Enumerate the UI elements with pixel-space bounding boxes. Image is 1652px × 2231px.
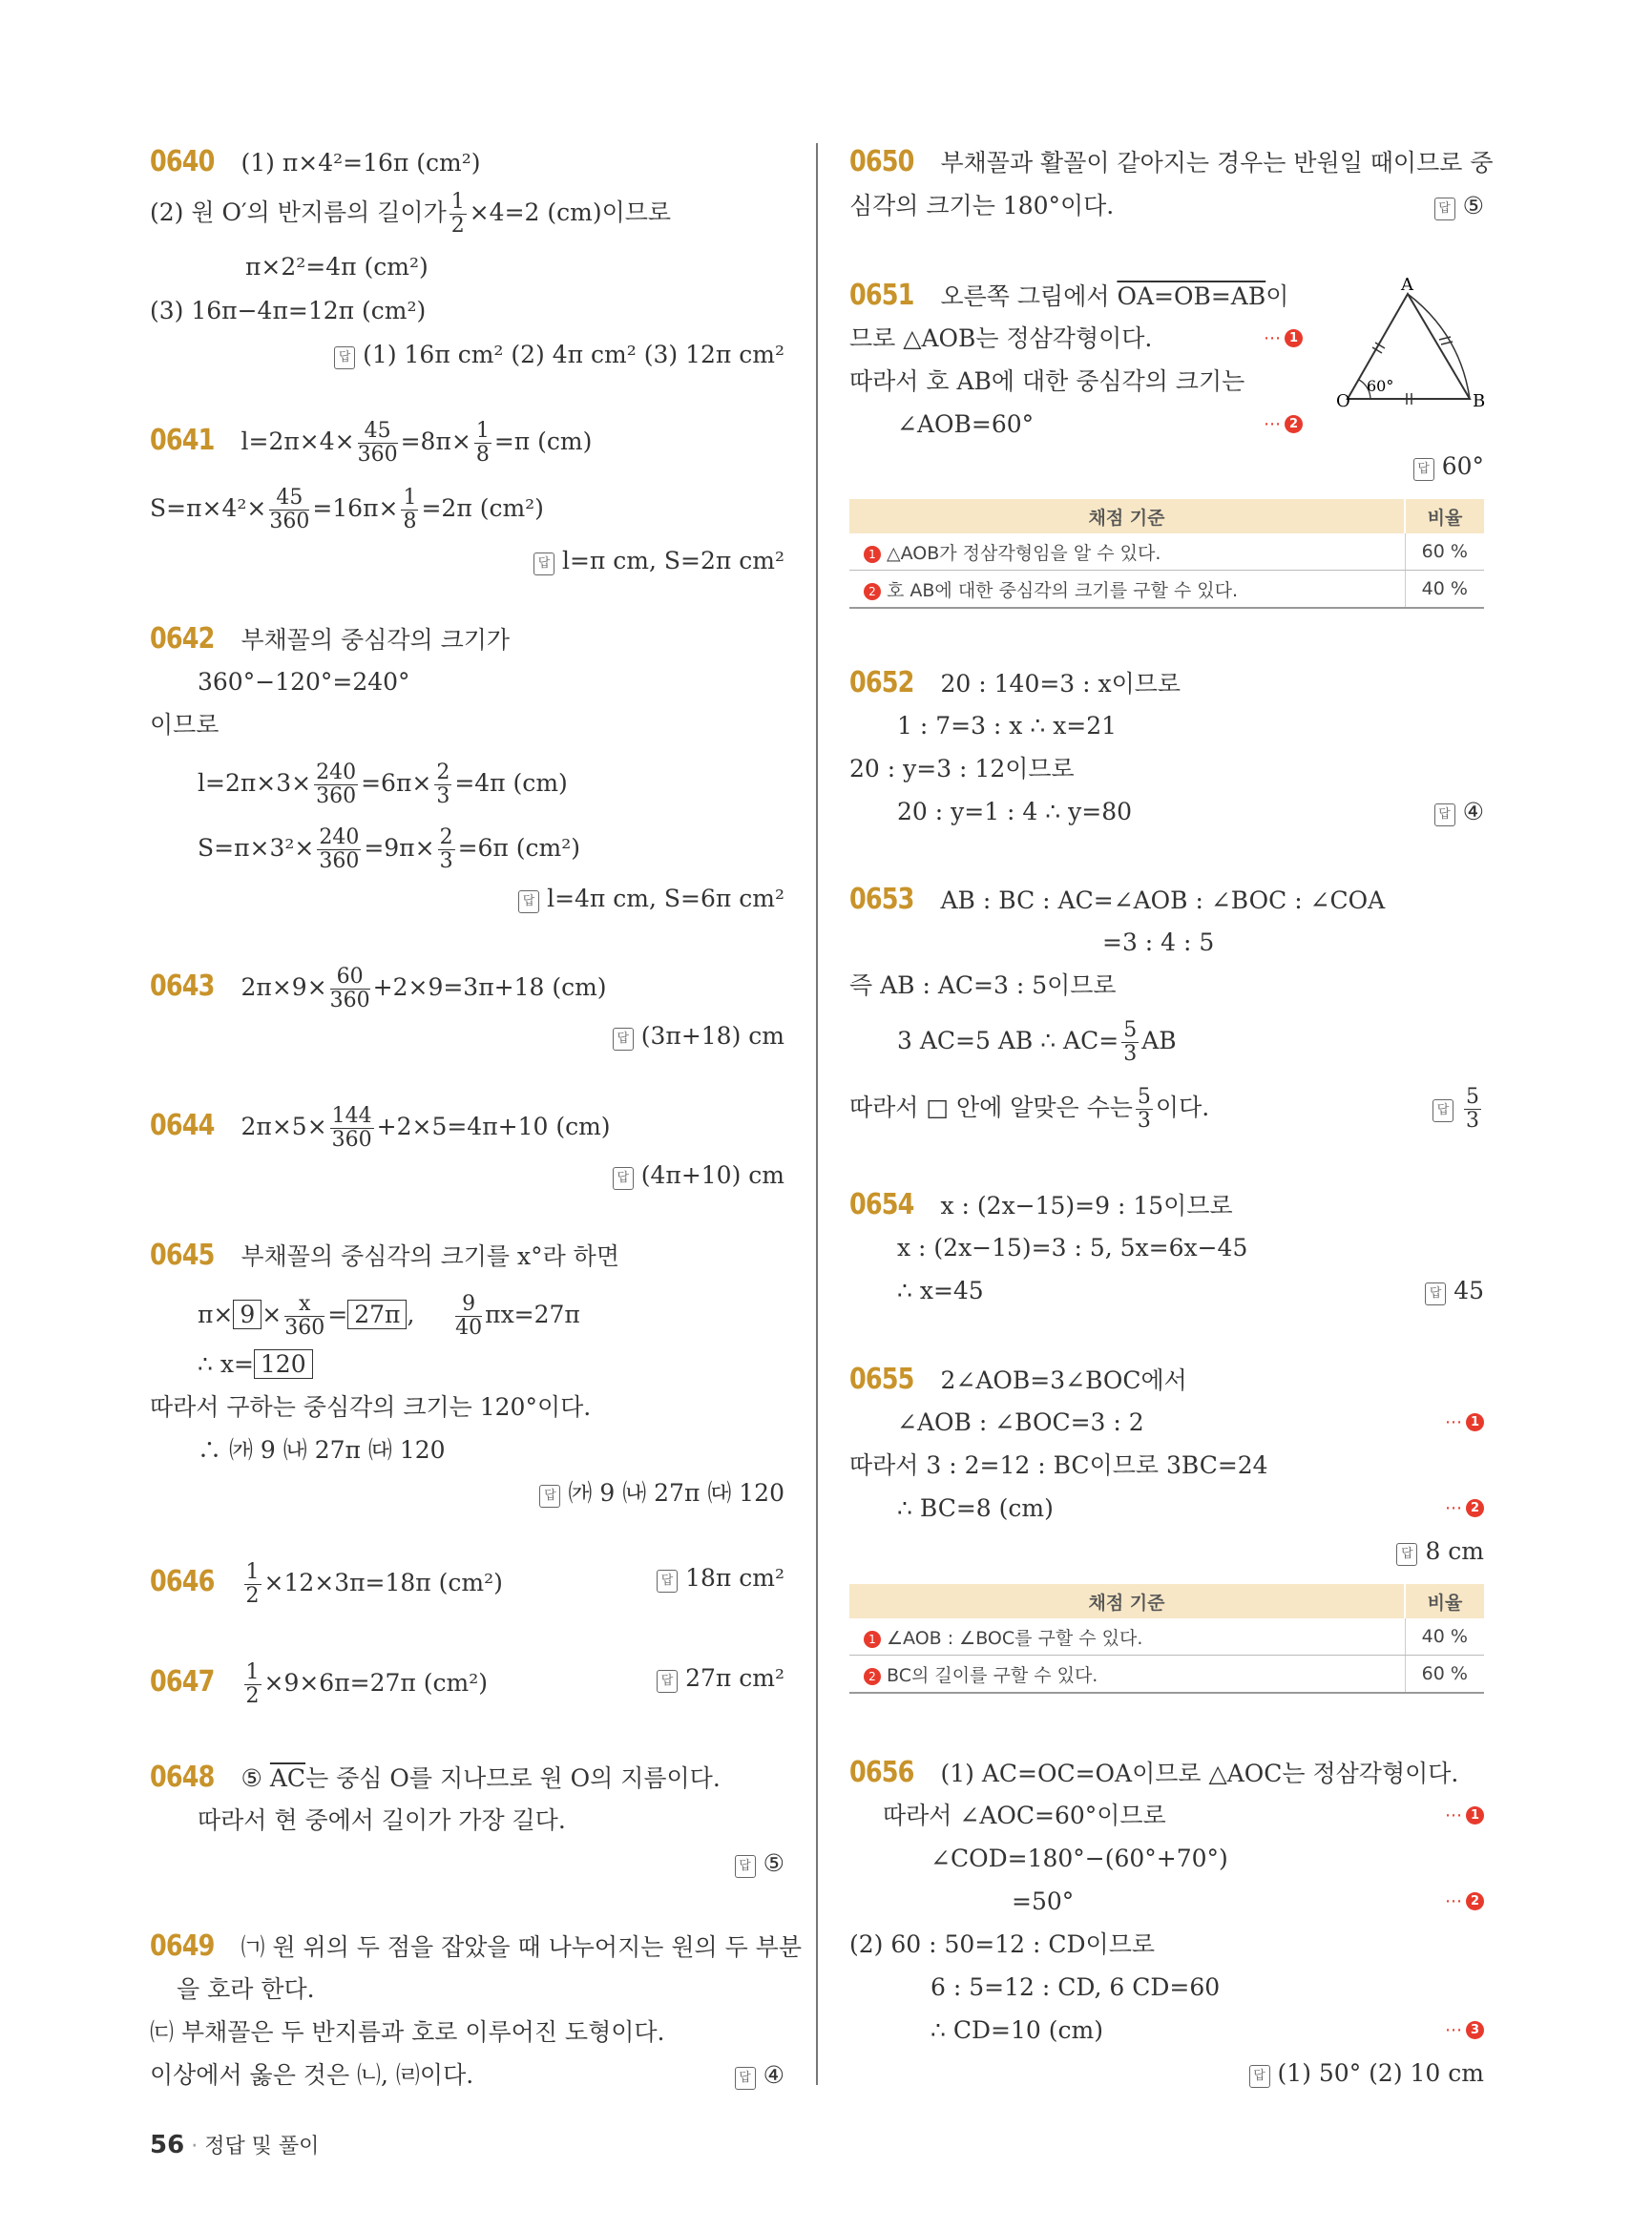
solution-line: ㈂ 부채꼴은 두 반지름과 호로 이루어진 도형이다. [150,2018,665,2046]
problem-0646: 0646 $\frac{1}{2}$ ×12×3π=18π (cm²) [150,1560,503,1608]
solution-line: (2) 원 O′의 반지름의 길이가 $\frac{1}{2}$ ×4=2 (cm)이므로 [150,190,672,238]
solution-line: 20 : y=3 : 12이므로 [849,755,1075,782]
answer: 답 18π cm² [150,1561,784,1595]
solution-line: π×2²=4π (cm²) [245,253,429,281]
problem-0644: 0644 2π×5× $\frac{144}{360}$ +2×5=4π+10 (cm) [150,1104,611,1152]
answer: 답 l=π cm, S=2π cm² [150,544,784,578]
solution-line: 이므로 [150,711,220,739]
problem-0651: 0651 오른쪽 그림에서 OA=OB=AB이 [849,279,1289,312]
problem-0649: 0649 ㈀ 원 위의 두 점을 잡았을 때 나누어지는 원의 두 부분 [150,1929,802,1963]
solution-line: 즉 AB : AC=3 : 5이므로 [849,971,1117,999]
answer: 답 ④ [849,795,1484,829]
solution-line: 을 호라 한다. [177,1975,315,2003]
answer: 답 ⑤ [849,189,1484,223]
page-footer: 56 · 정답 및 풀이 [150,2131,320,2159]
solution-line: =50° ⋯ 2 [849,1885,1484,1919]
solution-line: ∴ BC=8 (cm) ⋯ 2 [849,1491,1484,1526]
answer: 답 (1) 16π cm² (2) 4π cm² (3) 12π cm² [150,338,784,372]
answer: 답 60° [849,449,1484,484]
problem-0655: 0655 2∠AOB=3∠BOC에서 [849,1363,1187,1396]
footer-title: 정답 및 풀이 [204,2135,320,2158]
problem-0654: 0654 x : (2x−15)=9 : 15이므로 [849,1188,1233,1221]
problem-0642: 0642 부채꼴의 중심각의 크기가 [150,622,511,656]
solution-line: 1 : 7=3 : x ∴ x=21 [897,712,1118,740]
solution-line: 20 : y=1 : 4 ∴ y=80 [897,798,1133,825]
vertex-o-label: O [1336,391,1350,411]
problem-0653: 0653 AB : BC : AC=∠AOB : ∠BOC : ∠COA [849,883,1386,916]
solution-line: 므로 △AOB는 정삼각형이다. ⋯ 1 [849,322,1303,356]
solution-line: π× 9 × $\frac{x}{360}$ = 27π , $\frac{9}{40}$ πx=27π [198,1292,580,1340]
solution-line: 따라서 현 중에서 길이가 가장 길다. [198,1806,566,1834]
problem-0652: 0652 20 : 140=3 : x이므로 [849,666,1181,699]
solution-line: 따라서 3 : 2=12 : BC이므로 3BC=24 [849,1451,1268,1479]
answer: 답 (1) 50° (2) 10 cm [849,2056,1484,2091]
problem-0643: 0643 2π×9× $\frac{60}{360}$ +2×9=3π+18 (cm) [150,965,607,1012]
problem-0640: 0640 (1) π×4²=16π (cm²) [150,145,481,178]
grading-table-1: 채점 기준 비율 1 △AOB가 정삼각형임을 알 수 있다. 60 % 2 호 AB에 대한 중심각의 크기를 구할 수 있다. 40 % [849,499,1484,609]
problem-0641: 0641 l=2π×4× $\frac{45}{360}$ =8π× $\frac{1}{8}$ =π (cm) [150,419,593,467]
solution-line: (3) 16π−4π=12π (cm²) [150,297,427,324]
answer: 답 l=4π cm, S=6π cm² [150,882,784,916]
page-number: 56 [150,2131,185,2159]
triangle-figure [1336,277,1489,420]
answer: 답 ⑤ [150,1846,784,1881]
problem-number: 0640 [150,145,215,178]
solution-line: 3 AC=5 AB ∴ AC= $\frac{5}{3}$ AB [897,1018,1177,1066]
answer: 답 27π cm² [150,1661,784,1696]
angle-label: 60° [1367,377,1394,395]
solution-line: 이상에서 옳은 것은 ㈁, ㈃이다. [150,2061,474,2089]
solution-line: =3 : 4 : 5 [1102,928,1215,956]
solution-line: ∠AOB : ∠BOC=3 : 2 ⋯ 1 [849,1406,1484,1440]
solution-line: ∴ x=45 [897,1277,984,1304]
solution-line: S=π×4²× $\frac{45}{360}$ =16π× $\frac{1}{8}$ =2π (cm²) [150,486,544,533]
solution-line: S=π×3²× $\frac{240}{360}$ =9π× $\frac{2}{3}$ =6π (cm²) [198,825,581,873]
answer: 답 8 cm [849,1534,1484,1569]
problem-0647: 0647 $\frac{1}{2}$ ×9×6π=27π (cm²) [150,1660,489,1708]
answer: 답 ㈎ 9 ㈏ 27π ㈐ 120 [150,1476,784,1511]
solution-line: 따라서 호 AB에 대한 중심각의 크기는 [849,367,1245,395]
column-divider [816,143,818,2085]
solution-line: 360°−120°=240° [198,668,410,696]
solution-line: ∠COD=180°−(60°+70°) [931,1845,1228,1872]
answer: 답 ④ [150,2058,784,2093]
solution-line: (2) 60 : 50=12 : CD이므로 [849,1930,1155,1958]
solution-line: 심각의 크기는 180°이다. [849,192,1115,219]
vertex-b-label: B [1473,391,1486,411]
solution-line: ∴ ㈎ 9 ㈏ 27π ㈐ 120 [198,1436,446,1464]
problem-0650: 0650 부채꼴과 활꼴이 같아지는 경우는 반원일 때이므로 중 [849,145,1494,178]
answer: 답 (4π+10) cm [150,1158,784,1193]
solution-line: 6 : 5=12 : CD, 6 CD=60 [931,1973,1221,2001]
solution-line: ∠AOB=60° ⋯ 2 [849,407,1303,442]
solution-line: 따라서 구하는 중심각의 크기는 120°이다. [150,1393,592,1421]
solution-line: ∴ x= 120 [150,1347,784,1382]
problem-0656: 0656 (1) AC=OC=OA이므로 △AOC는 정삼각형이다. [849,1756,1459,1789]
problem-0648: 0648 ⑤ $\overline{AC}$는 중심 O를 지나므로 원 O의 지름이다. [150,1761,721,1794]
solution-line: x : (2x−15)=3 : 5, 5x=6x−45 [897,1234,1248,1261]
answer: 답 (3π+18) cm [150,1019,784,1053]
solution-line: 따라서 □ 안에 알맞은 수는 $\frac{5}{3}$ 이다. [849,1085,1210,1133]
answer: 답 $\frac{5}{3}$ [849,1086,1484,1133]
vertex-a-label: A [1401,277,1413,295]
solution-line: l=2π×3× $\frac{240}{360}$ =6π× $\frac{2}{3}$ =4π (cm) [198,761,568,808]
grading-table-2: 채점 기준 비율 1 ∠AOB : ∠BOC를 구할 수 있다. 40 % 2 BC의 길이를 구할 수 있다. 60 % [849,1584,1484,1694]
solution-line: 따라서 ∠AOC=60°이므로 ⋯ 1 [849,1799,1484,1833]
answer: 답 45 [849,1274,1484,1308]
solution-line: ∴ CD=10 (cm) ⋯ 3 [849,2013,1484,2048]
problem-0645: 0645 부채꼴의 중심각의 크기를 x°라 하면 [150,1239,619,1272]
